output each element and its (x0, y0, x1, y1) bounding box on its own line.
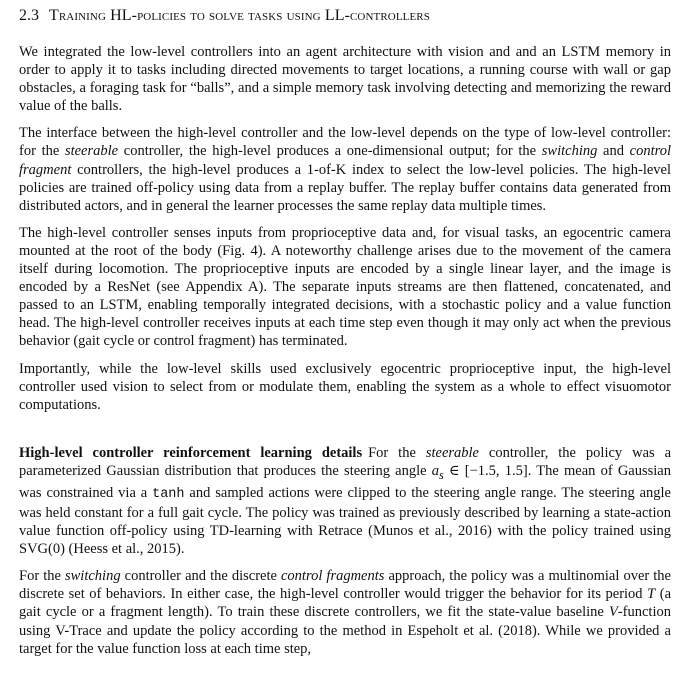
code-tanh: tanh (152, 486, 185, 502)
paragraph-architecture (19, 43, 671, 115)
math-variable-T: T (647, 586, 656, 603)
paragraph-text: We integrated the low-level controllers into an agent architecture with vision and and an LSTM memory in order to apply it to tasks including directed movements to target locations, a running course with wall or gap obstacles, a foraging task for “balls”, and a simple memory task involving detecting and memorizing the reward value of the balls. (19, 44, 671, 115)
text-run: and sampled actions were clipped to the steering angle range. The steering angle was held constant for a full gait cycle. The policy was trained as previously described by learning a state-action value function off-policy using TD-learning with Retrace (Munos et al., 2016) with the policy trained using SVG(0) (Heess et al., 2015). (19, 484, 671, 558)
text-run: For the (368, 444, 426, 461)
text-run: controller and the discrete (120, 568, 281, 585)
paragraph-rl-details (19, 444, 671, 558)
section-title: Training HL-policies to solve tasks using LL-controllers (49, 7, 430, 24)
emphasis-control-fragments: control fragments (281, 568, 385, 585)
runin-heading: High-level controller reinforcement learning details (19, 444, 363, 461)
math-interval: ∈ [−1.5, 1.5] (443, 462, 528, 479)
paragraph-interface (19, 124, 671, 214)
text-run: and (597, 143, 630, 160)
text-run: controller, the high-level produces a one-dimensional output; for the (118, 143, 542, 160)
emphasis-switching: switching (64, 568, 121, 585)
section-heading (19, 6, 671, 26)
paragraph-sensing (19, 224, 671, 351)
emphasis-steerable: steerable (425, 444, 479, 461)
paragraph-text: The high-level controller senses inputs from proprioceptive data and, for visual tasks, an egocentric camera mounted at the root of the body (Fig. 4). A noteworthy challenge arises due to the movement of the camera itself during locomotion. The proprioceptive inputs are encoded by a single linear layer, and the image is encoded by a ResNet (see Appendix A). The separate inputs streams are then flattened, concatenated, and passed to an LSTM, enabling temporally integrated decisions, with a stochastic policy and a value function head. The high-level controller receives inputs at each time step even though it may only act when the previous behavior (gait cycle or control fragment) has terminated. (19, 224, 671, 350)
text-run: controllers, the high-level produces a 1-of-K index to select the low-level policies. The high-level policies are trained off-policy using data from a replay buffer. The replay buffer contains data generated from distributed actors, and in general the learner processes the same replay data multiple times. (19, 161, 671, 214)
math-variable-V: V (608, 604, 618, 621)
emphasis-switching: switching (541, 143, 598, 160)
math-subscript-s: s (438, 467, 444, 482)
emphasis-control-fragment: control fragment (19, 143, 671, 178)
section-number: 2.3 (19, 7, 39, 24)
text-run: controller, the policy was a parameterized Gaussian distribution that produces the steering angle (19, 444, 672, 479)
text-run: -function using V-Trace and update the policy according to the method in Espeholt et al. (2018). While we provided a target for the value function loss at each time step, (19, 604, 671, 657)
text-run: For the (19, 568, 65, 585)
text-run: . The mean of Gaussian was constrained via a (19, 462, 671, 501)
paragraph-text: Importantly, while the low-level skills used exclusively egocentric proprioceptive input, the high-level controller used vision to select from or modulate them, enabling the system as a whole to effect visuomotor computations. (19, 360, 671, 413)
paragraph-importance (19, 360, 671, 414)
text-run: The interface between the high-level controller and the low-level depends on the type of low-level controller: for the (19, 125, 671, 160)
text-run: approach, the policy was a multinomial over the discrete set of behaviors. In either case, the high-level controller would trigger the behavior for its period (19, 568, 671, 603)
emphasis-steerable: steerable (64, 143, 119, 160)
math-variable-a: a (431, 462, 439, 479)
paper-page (19, 6, 671, 667)
paragraph-discrete-controllers (19, 567, 671, 657)
text-run: (a gait cycle or a fragment length). To train these discrete controllers, we fit the state-value baseline (19, 586, 671, 621)
